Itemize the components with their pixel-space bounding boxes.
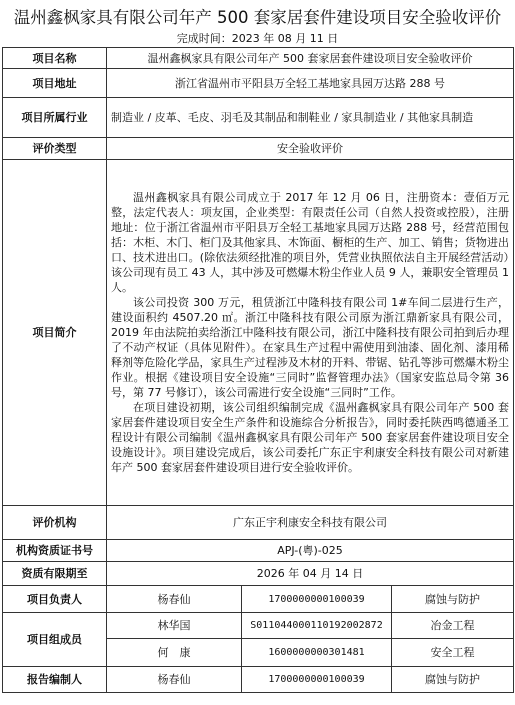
row-leader (3, 586, 514, 613)
writer-label: 报告编制人 (3, 667, 107, 693)
row-industry (3, 98, 514, 138)
expiry-value: 2026 年 04 月 14 日 (107, 562, 514, 586)
row-member (3, 613, 514, 639)
address-value: 浙江省温州市平阳县万全轻工基地家具园万达路 288 号 (107, 69, 514, 98)
row-agency (3, 506, 514, 540)
intro-label: 项目简介 (3, 160, 107, 506)
intro-paragraph: 该公司投资 300 万元，租赁浙江中隆科技有限公司 1#车间二层进行生产，建设面积约 4507.20 ㎡。浙江中隆科技有限公司原为浙江鼎新家具有限公司，2019 年由法院拍卖给浙江中隆科技有限公司，浙江中隆科技有限公司拍到后办理了不动产权证（具体见附件）。在家具生产过程中需使用到油漆、固化剂、漆用稀释剂等危险化学品，家具生产过程涉及木材的开料、带锯、钻孔等涉可燃爆木粉尘作业。根据《建设项目安全设施“三同时”监督管理办法》（国家安监总局令第 36 号，第 77 号修订），该公司需进行安全设施“三同时”工作。 (111, 296, 510, 399)
intro-paragraph: 在项目建设初期，该公司组织编制完成《温州鑫枫家具有限公司年产 500 套家居套件建设项目安全生产条件和设施综合分析报告》，同时委托陕西鸣德通圣工程设计有限公司编制《温州鑫枫家具有限公司年产 500 套家居套件建设项目安全设施设计》。项目建设完成后，该公司委托广东正宇利康安全科技有限公司对新建年产 500 套家居套件建设项目进行安全验收评价。 (111, 401, 510, 474)
agency-value: 广东正宇利康安全科技有限公司 (107, 506, 514, 540)
cert-value: APJ-(粤)-025 (107, 540, 514, 562)
eval-type-label: 评价类型 (3, 138, 107, 160)
writer-cert-no: 1700000000100039 (242, 667, 392, 693)
industry-value: 制造业 / 皮革、毛皮、羽毛及其制品和制鞋业 / 家具制造业 / 其他家具制造 (107, 98, 514, 138)
leader-name: 杨春仙 (107, 586, 242, 613)
industry-label: 项目所属行业 (3, 98, 107, 138)
row-cert (3, 540, 514, 562)
members-label: 项目组成员 (3, 613, 107, 667)
member-specialty: 安全工程 (392, 639, 514, 667)
member-name: 何 康 (107, 639, 242, 667)
member-cert-no: S011044000110192002872 (242, 613, 392, 639)
member-cert-no: 1600000000301481 (242, 639, 392, 667)
row-address (3, 69, 514, 98)
row-project-name (3, 48, 514, 69)
intro-body (107, 160, 514, 506)
cert-label: 机构资质证书号 (3, 540, 107, 562)
leader-specialty: 腐蚀与防护 (392, 586, 514, 613)
member-name: 林华国 (107, 613, 242, 639)
report-title: 温州鑫枫家具有限公司年产 500 套家居套件建设项目安全验收评价 (13, 8, 502, 27)
agency-label: 评价机构 (3, 506, 107, 540)
row-expiry (3, 562, 514, 586)
expiry-label: 资质有限期至 (3, 562, 107, 586)
address-label: 项目地址 (3, 69, 107, 98)
intro-paragraph: 温州鑫枫家具有限公司成立于 2017 年 12 月 06 日，注册资本：壹佰万元整，法定代表人：项友国，企业类型：有限责任公司（自然人投资或控股），注册地址：位于浙江省温州市平阳县万全轻工基地家具园万达路 288 号，经营范围包括：木柜、木门、柜门及其他家具、木饰面、橱柜的生产、加工、销售；货物进出口、技术进出口。(除依法须经批准的项目外，凭营业执照依法自主开展经营活动）该公司现有员工 43 人，其中涉及可燃爆木粉尘作业人员 9 人，兼职安全管理员 1 人。 (111, 191, 510, 294)
report-table (2, 47, 514, 693)
leader-cert-no: 1700000000100039 (242, 586, 392, 613)
member-specialty: 冶金工程 (392, 613, 514, 639)
project-name-label: 项目名称 (3, 48, 107, 69)
project-name-value: 温州鑫枫家具有限公司年产 500 套家居套件建设项目安全验收评价 (107, 48, 514, 69)
eval-type-value: 安全验收评价 (107, 138, 514, 160)
row-eval-type (3, 138, 514, 160)
leader-label: 项目负责人 (3, 586, 107, 613)
completion-date: 完成时间：2023 年 08 月 11 日 (176, 32, 339, 45)
row-writer (3, 667, 514, 693)
writer-name: 杨春仙 (107, 667, 242, 693)
writer-specialty: 腐蚀与防护 (392, 667, 514, 693)
row-intro (3, 160, 514, 506)
